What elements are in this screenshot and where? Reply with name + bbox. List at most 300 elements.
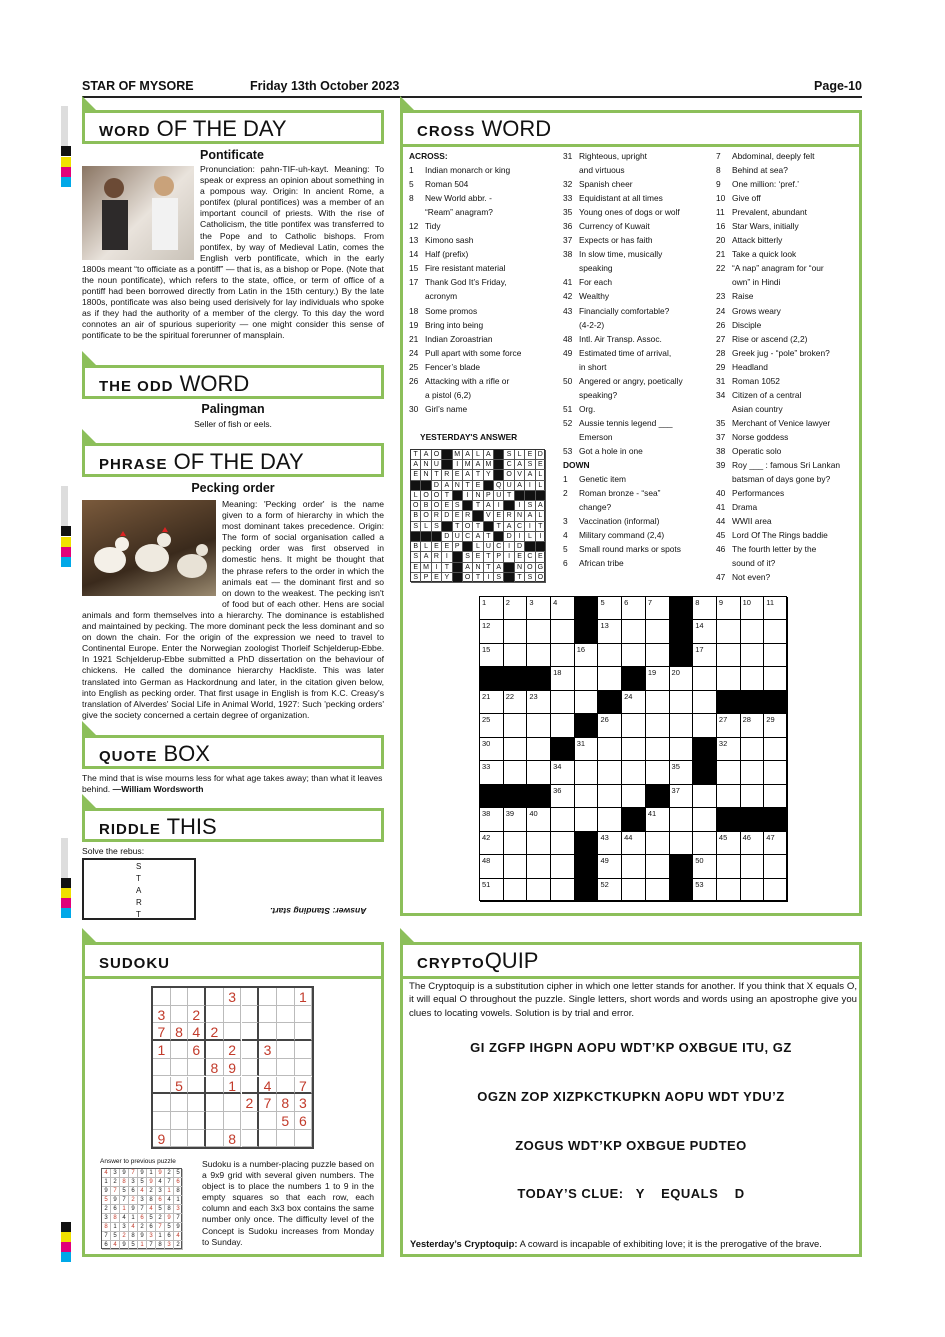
grid-cell[interactable] [527, 714, 551, 737]
grid-cell[interactable] [622, 738, 646, 761]
grid-cell[interactable] [717, 855, 741, 878]
grid-cell[interactable]: 12 [480, 620, 504, 643]
sudoku-cell[interactable] [188, 1059, 206, 1077]
grid-cell[interactable]: 3 [527, 597, 551, 620]
grid-cell[interactable] [551, 644, 575, 667]
grid-cell[interactable]: 36 [551, 785, 575, 808]
sudoku-cell[interactable] [206, 1112, 224, 1130]
grid-cell[interactable] [598, 761, 622, 784]
grid-cell[interactable] [504, 832, 528, 855]
reg-yellow [61, 1232, 71, 1242]
yesterday-cell [453, 491, 463, 501]
clue-number: 5 [563, 544, 568, 555]
grid-cell[interactable] [693, 832, 717, 855]
grid-cell[interactable] [598, 808, 622, 831]
grid-cell[interactable] [741, 855, 765, 878]
sudoku-cell[interactable]: 2 [224, 1041, 242, 1059]
yesterday-cell: V [484, 511, 494, 521]
sudoku-cell[interactable]: 7 [259, 1094, 277, 1112]
grid-cell[interactable] [504, 620, 528, 643]
prev-sudoku-cell: 7 [147, 1241, 156, 1250]
sudoku-cell[interactable]: 3 [295, 1094, 313, 1112]
sudoku-cell[interactable] [259, 1130, 277, 1148]
sudoku-cell[interactable] [188, 1094, 206, 1112]
yesterday-cell: L [421, 522, 431, 532]
grid-cell[interactable] [527, 879, 551, 902]
grid-cell[interactable] [504, 761, 528, 784]
clue [716, 149, 856, 163]
grid-cell[interactable]: 26 [598, 714, 622, 737]
grid-cell[interactable] [598, 738, 622, 761]
yesterday-cell [442, 522, 452, 532]
grid-cell[interactable] [646, 691, 670, 714]
grid-cell[interactable] [551, 691, 575, 714]
grid-cell[interactable] [551, 832, 575, 855]
grid-cell[interactable]: 14 [693, 620, 717, 643]
clue-number: 40 [716, 488, 726, 499]
grid-cell[interactable]: 20 [670, 667, 694, 690]
sudoku-cell[interactable] [188, 1077, 206, 1095]
grid-block [741, 691, 765, 714]
grid-cell[interactable]: 38 [480, 808, 504, 831]
yesterday-cell: L [536, 511, 546, 521]
grid-cell[interactable]: 52 [598, 879, 622, 902]
sudoku-cell[interactable] [224, 1094, 242, 1112]
clue-text: Indian monarch or king [425, 165, 511, 176]
grid-cell[interactable] [575, 785, 599, 808]
grid-cell[interactable]: 13 [598, 620, 622, 643]
sudoku-cell[interactable] [295, 1041, 313, 1059]
sudoku-cell[interactable] [242, 988, 260, 1006]
sudoku-cell[interactable] [171, 1094, 189, 1112]
grid-cell[interactable] [693, 714, 717, 737]
grid-cell[interactable] [741, 761, 765, 784]
sudoku-cell[interactable] [259, 1112, 277, 1130]
grid-cell[interactable]: 18 [551, 667, 575, 690]
sudoku-cell[interactable]: 6 [295, 1112, 313, 1130]
grid-cell[interactable] [575, 667, 599, 690]
clue-number [563, 388, 579, 402]
grid-cell[interactable] [598, 785, 622, 808]
sudoku-cell[interactable] [295, 1023, 313, 1041]
sudoku-cell[interactable]: 9 [153, 1130, 171, 1148]
grid-cell[interactable]: 4 [551, 597, 575, 620]
sudoku-cell[interactable] [153, 1094, 171, 1112]
sudoku-cell[interactable] [277, 1023, 295, 1041]
clue-number: 29 [716, 361, 726, 372]
sudoku-cell[interactable] [295, 1059, 313, 1077]
sudoku-cell[interactable]: 2 [188, 1006, 206, 1024]
grid-cell[interactable]: 32 [717, 738, 741, 761]
sudoku-cell[interactable] [171, 988, 189, 1006]
clue-number: 52 [563, 417, 573, 428]
grid-cell[interactable] [741, 785, 765, 808]
grid-cell[interactable] [693, 667, 717, 690]
grid-cell[interactable]: 25 [480, 714, 504, 737]
grid-cell[interactable]: 48 [480, 855, 504, 878]
grid-cell[interactable]: 47 [764, 832, 788, 855]
grid-cell[interactable]: 16 [575, 644, 599, 667]
grid-cell[interactable] [717, 761, 741, 784]
sudoku-cell[interactable]: 1 [295, 988, 313, 1006]
clue-number: 51 [563, 403, 573, 414]
grid-cell[interactable] [551, 620, 575, 643]
grid-cell[interactable] [527, 738, 551, 761]
grid-cell[interactable] [646, 832, 670, 855]
grid-cell[interactable] [670, 738, 694, 761]
grid-cell[interactable] [551, 855, 575, 878]
reg-cyan [61, 177, 71, 187]
sudoku-cell[interactable]: 6 [188, 1041, 206, 1059]
prev-sudoku-cell: 9 [138, 1232, 147, 1241]
sudoku-cell[interactable] [242, 1006, 260, 1024]
grid-cell[interactable] [622, 761, 646, 784]
prev-sudoku-cell: 5 [129, 1241, 138, 1250]
grid-cell[interactable]: 10 [741, 597, 765, 620]
sudoku-cell[interactable]: 3 [153, 1006, 171, 1024]
clue-number: 17 [409, 277, 419, 288]
clue-text: Intl. Air Transp. Assoc. [579, 333, 662, 344]
grid-cell[interactable]: 28 [741, 714, 765, 737]
yesterday-cell: O [421, 511, 431, 521]
prev-sudoku-cell: 1 [156, 1232, 165, 1241]
grid-cell[interactable]: 24 [622, 691, 646, 714]
prev-sudoku-cell: 6 [111, 1205, 120, 1214]
grid-cell[interactable]: 30 [480, 738, 504, 761]
grid-cell[interactable]: 2 [504, 597, 528, 620]
grid-cell[interactable] [575, 808, 599, 831]
grid-cell[interactable] [527, 761, 551, 784]
grid-cell[interactable] [717, 667, 741, 690]
grid-cell[interactable]: 50 [693, 855, 717, 878]
grid-cell[interactable] [741, 879, 765, 902]
grid-cell[interactable] [622, 855, 646, 878]
sudoku-cell[interactable] [171, 1041, 189, 1059]
cryptoquip-intro: The Cryptoquip is a substitution cipher in which one letter stands for another. If you think that X equals O, it will equal O throughout the puzzle. Single letters, short words and words using an apostrophe give you clues to locating vowels. Solution is by trial and error. [409, 981, 857, 1019]
sudoku-cell[interactable] [277, 1006, 295, 1024]
reg-black [61, 526, 71, 536]
sudoku-cell[interactable] [188, 1130, 206, 1148]
grid-cell[interactable]: 45 [717, 832, 741, 855]
grid-cell[interactable]: 35 [670, 761, 694, 784]
grid-cell[interactable]: 42 [480, 832, 504, 855]
grid-cell[interactable]: 22 [504, 691, 528, 714]
grid-cell[interactable]: 1 [480, 597, 504, 620]
grid-cell[interactable]: 27 [717, 714, 741, 737]
grid-cell[interactable] [693, 691, 717, 714]
sudoku-cell[interactable]: 7 [153, 1023, 171, 1041]
section-title-small: CROSS [417, 123, 476, 140]
grid-cell[interactable] [764, 761, 788, 784]
sudoku-cell[interactable] [153, 1112, 171, 1130]
grid-cell[interactable] [764, 879, 788, 902]
yesterday-cell [432, 532, 442, 542]
prev-sudoku-cell: 6 [129, 1187, 138, 1196]
yesterday-grid [410, 449, 545, 582]
sudoku-cell[interactable] [224, 1112, 242, 1130]
grid-cell[interactable] [504, 855, 528, 878]
grid-cell[interactable] [646, 879, 670, 902]
grid-cell[interactable] [622, 714, 646, 737]
sudoku-cell[interactable] [206, 988, 224, 1006]
grid-cell[interactable] [717, 785, 741, 808]
grid-cell[interactable]: 7 [646, 597, 670, 620]
grid-cell[interactable] [646, 620, 670, 643]
cipher-line-2: OGZN ZOP XIZPKCTKUPKN AOPU WDT YDU’Z [477, 1089, 785, 1104]
clue-text: Star Wars, initially [732, 221, 799, 232]
sudoku-cell[interactable] [277, 1041, 295, 1059]
sudoku-cell[interactable] [171, 1130, 189, 1148]
grid-cell[interactable] [575, 761, 599, 784]
grid-cell[interactable]: 31 [575, 738, 599, 761]
grid-cell[interactable] [646, 738, 670, 761]
grid-cell[interactable]: 29 [764, 714, 788, 737]
prev-sudoku-cell: 5 [156, 1205, 165, 1214]
sudoku-cell[interactable] [259, 1059, 277, 1077]
grid-cell[interactable]: 40 [527, 808, 551, 831]
yesterday-cell: R [432, 552, 442, 562]
grid-cell[interactable]: 23 [527, 691, 551, 714]
grid-cell[interactable] [622, 644, 646, 667]
sudoku-cell[interactable] [242, 1023, 260, 1041]
grid-cell[interactable] [551, 714, 575, 737]
sudoku-cell[interactable]: 1 [153, 1041, 171, 1059]
grid-cell[interactable]: 21 [480, 691, 504, 714]
grid-cell[interactable] [741, 738, 765, 761]
grid-cell[interactable] [551, 808, 575, 831]
sudoku-cell[interactable] [206, 1077, 224, 1095]
grid-cell[interactable] [504, 714, 528, 737]
sudoku-cell[interactable]: 5 [277, 1112, 295, 1130]
grid-cell[interactable]: 46 [741, 832, 765, 855]
clue-text: Genetic item [579, 474, 627, 485]
grid-cell[interactable] [693, 808, 717, 831]
sudoku-cell[interactable]: 4 [259, 1077, 277, 1095]
clue [716, 318, 856, 332]
grid-cell[interactable] [598, 667, 622, 690]
sudoku-cell[interactable] [153, 988, 171, 1006]
sudoku-cell[interactable]: 7 [295, 1077, 313, 1095]
grid-cell[interactable] [764, 644, 788, 667]
grid-cell[interactable] [527, 832, 551, 855]
sudoku-cell[interactable]: 5 [171, 1077, 189, 1095]
sudoku-cell[interactable]: 4 [188, 1023, 206, 1041]
grid-cell[interactable] [741, 667, 765, 690]
sudoku-cell[interactable] [206, 1006, 224, 1024]
clue-text: speaking [579, 263, 613, 274]
grid-cell[interactable] [717, 620, 741, 643]
sudoku-cell[interactable] [224, 1006, 242, 1024]
grid-cell[interactable] [504, 644, 528, 667]
sudoku-cell[interactable]: 8 [206, 1059, 224, 1077]
grid-cell[interactable] [527, 644, 551, 667]
grid-cell[interactable] [622, 785, 646, 808]
sudoku-grid[interactable] [151, 986, 314, 1149]
grid-cell[interactable] [741, 644, 765, 667]
sudoku-cell[interactable] [277, 1059, 295, 1077]
grid-cell[interactable]: 49 [598, 855, 622, 878]
clue-text: Performances [732, 488, 785, 499]
grid-cell[interactable]: 44 [622, 832, 646, 855]
sudoku-cell[interactable]: 3 [259, 1041, 277, 1059]
grid-cell[interactable] [551, 879, 575, 902]
grid-cell[interactable] [646, 644, 670, 667]
reg-yellow [61, 537, 71, 547]
grid-cell[interactable] [670, 691, 694, 714]
grid-cell[interactable] [504, 879, 528, 902]
grid-cell[interactable] [646, 855, 670, 878]
sudoku-cell[interactable] [153, 1059, 171, 1077]
reg-magenta [61, 167, 71, 177]
clue-text: Fire resistant material [425, 263, 506, 274]
prev-sudoku-cell: 5 [138, 1178, 147, 1187]
sudoku-cell[interactable] [259, 1006, 277, 1024]
grid-cell[interactable] [693, 785, 717, 808]
grid-cell[interactable]: 15 [480, 644, 504, 667]
clue-text: WWII area [732, 516, 772, 527]
clue [716, 219, 856, 233]
yesterday-cell: A [525, 511, 535, 521]
sudoku-cell[interactable] [153, 1077, 171, 1095]
grid-cell[interactable] [764, 855, 788, 878]
prev-sudoku-cell: 4 [156, 1178, 165, 1187]
sudoku-cell[interactable] [206, 1094, 224, 1112]
grid-cell[interactable] [622, 620, 646, 643]
section-title-small: PHRASE [99, 456, 168, 473]
sudoku-cell[interactable] [171, 1059, 189, 1077]
sudoku-cell[interactable] [259, 1023, 277, 1041]
grid-cell[interactable]: 34 [551, 761, 575, 784]
grid-cell[interactable] [527, 855, 551, 878]
sudoku-cell[interactable] [295, 1130, 313, 1148]
grid-cell[interactable]: 17 [693, 644, 717, 667]
sudoku-cell[interactable] [171, 1006, 189, 1024]
yesterday-cell: A [484, 450, 494, 460]
sudoku-cell[interactable] [206, 1041, 224, 1059]
prev-sudoku-cell: 5 [120, 1187, 129, 1196]
yesterday-cell: T [536, 522, 546, 532]
grid-cell[interactable] [504, 738, 528, 761]
sudoku-cell[interactable] [224, 1023, 242, 1041]
grid-cell[interactable] [670, 808, 694, 831]
yesterday-cell: R [463, 511, 473, 521]
grid-cell[interactable] [670, 832, 694, 855]
sudoku-cell[interactable]: 8 [224, 1130, 242, 1148]
grid-cell[interactable] [764, 667, 788, 690]
sudoku-cell[interactable] [242, 1077, 260, 1095]
yesterday-cell [421, 532, 431, 542]
grid-cell[interactable]: 43 [598, 832, 622, 855]
rebus-letters [136, 861, 142, 921]
sudoku-cell[interactable]: 1 [224, 1077, 242, 1095]
section-title-small: QUOTE [99, 748, 158, 765]
sudoku-cell[interactable]: 8 [171, 1023, 189, 1041]
sudoku-cell[interactable] [277, 1130, 295, 1148]
grid-cell[interactable] [598, 644, 622, 667]
sudoku-cell[interactable]: 2 [206, 1023, 224, 1041]
sudoku-cell[interactable] [277, 1077, 295, 1095]
sudoku-cell[interactable]: 3 [224, 988, 242, 1006]
grid-cell[interactable]: 33 [480, 761, 504, 784]
sudoku-cell[interactable]: 9 [224, 1059, 242, 1077]
clue-text: Financially comfortable? [579, 305, 670, 316]
grid-cell[interactable]: 53 [693, 879, 717, 902]
clue [409, 191, 559, 205]
sudoku-cell[interactable] [206, 1130, 224, 1148]
grid-cell[interactable] [741, 620, 765, 643]
grid-cell[interactable]: 5 [598, 597, 622, 620]
crossword-grid[interactable] [479, 596, 787, 901]
sudoku-cell[interactable] [295, 1006, 313, 1024]
grid-cell[interactable] [764, 620, 788, 643]
clue-number [716, 275, 732, 289]
yesterday-cell: N [473, 491, 483, 501]
sudoku-cell[interactable] [171, 1112, 189, 1130]
grid-cell[interactable] [646, 714, 670, 737]
clue-text: Attack bitterly [732, 235, 783, 246]
grid-cell[interactable]: 51 [480, 879, 504, 902]
yesterday-cell: D [442, 511, 452, 521]
corner-flag [400, 928, 416, 944]
grid-cell[interactable]: 8 [693, 597, 717, 620]
sudoku-cell[interactable] [259, 988, 277, 1006]
grid-cell[interactable]: 6 [622, 597, 646, 620]
sudoku-cell[interactable] [242, 1041, 260, 1059]
sudoku-cell[interactable] [242, 1112, 260, 1130]
sudoku-cell[interactable] [188, 988, 206, 1006]
grid-cell[interactable] [764, 738, 788, 761]
grid-cell[interactable] [622, 879, 646, 902]
wotd-body-text: Pronunciation: pahn-TIF-uh-kayt. Meaning: To speak or express an opinion about something in a pompous way. Origin: In ancient Rome, a pontifex (plural pontifices) was a member of an important council of priests. With the rise of Catholicism, the title pontifex was transferred to the Pope and to Catholic bishops. From pontifex, by way of Medieval Latin, comes the English verb pontificate, which in the early 1800s meant “to officiate as a pontiff” — that is, as a bishop or Pope. (Note that the noun pontificate), which refers to the state, office, or term of office of a pontiff had been borrowed directly from Latin in the 15th century.) By the late 1800s, pontificate was also being used derisively for lay individuals who spoke as if they had the authority of a member of the clergy. To this day the word connotes an air of spurious superiority — one might consider this sense of pontificate to be the spiritual forerunner of mansplain. [82, 164, 384, 341]
sudoku-cell[interactable]: 2 [242, 1094, 260, 1112]
grid-cell[interactable]: 41 [646, 808, 670, 831]
sudoku-cell[interactable] [277, 988, 295, 1006]
sudoku-cell[interactable] [242, 1059, 260, 1077]
grid-cell[interactable]: 37 [670, 785, 694, 808]
grid-block [527, 785, 551, 808]
clue-text: Roman 1052 [732, 375, 780, 386]
yesterday-cell: T [453, 522, 463, 532]
sudoku-cell[interactable]: 8 [277, 1094, 295, 1112]
yesterday-cell: N [473, 563, 483, 573]
clue [563, 346, 713, 360]
grid-cell[interactable]: 19 [646, 667, 670, 690]
phrase-title-box [82, 443, 384, 477]
grid-cell[interactable]: 39 [504, 808, 528, 831]
sudoku-cell[interactable] [242, 1130, 260, 1148]
grid-cell[interactable] [670, 714, 694, 737]
corner-flag [82, 928, 98, 944]
clue [409, 275, 559, 289]
grid-cell[interactable] [575, 691, 599, 714]
clue-text: One million: ‘pref.’ [732, 179, 800, 190]
clue-number: 26 [716, 319, 726, 330]
grid-cell[interactable] [717, 879, 741, 902]
grid-cell[interactable] [764, 785, 788, 808]
clue-text: Wealthy [579, 291, 610, 302]
grid-cell[interactable] [527, 620, 551, 643]
clue-text: Roman 504 [425, 179, 469, 190]
prev-sudoku-cell: 7 [111, 1187, 120, 1196]
clue-number: 49 [563, 347, 573, 358]
grid-cell[interactable]: 9 [717, 597, 741, 620]
sudoku-cell[interactable] [188, 1112, 206, 1130]
yesterday-cell: E [525, 450, 535, 460]
grid-cell[interactable]: 11 [764, 597, 788, 620]
yesterday-cell [494, 532, 504, 542]
grid-cell[interactable] [646, 761, 670, 784]
grid-cell[interactable] [717, 644, 741, 667]
